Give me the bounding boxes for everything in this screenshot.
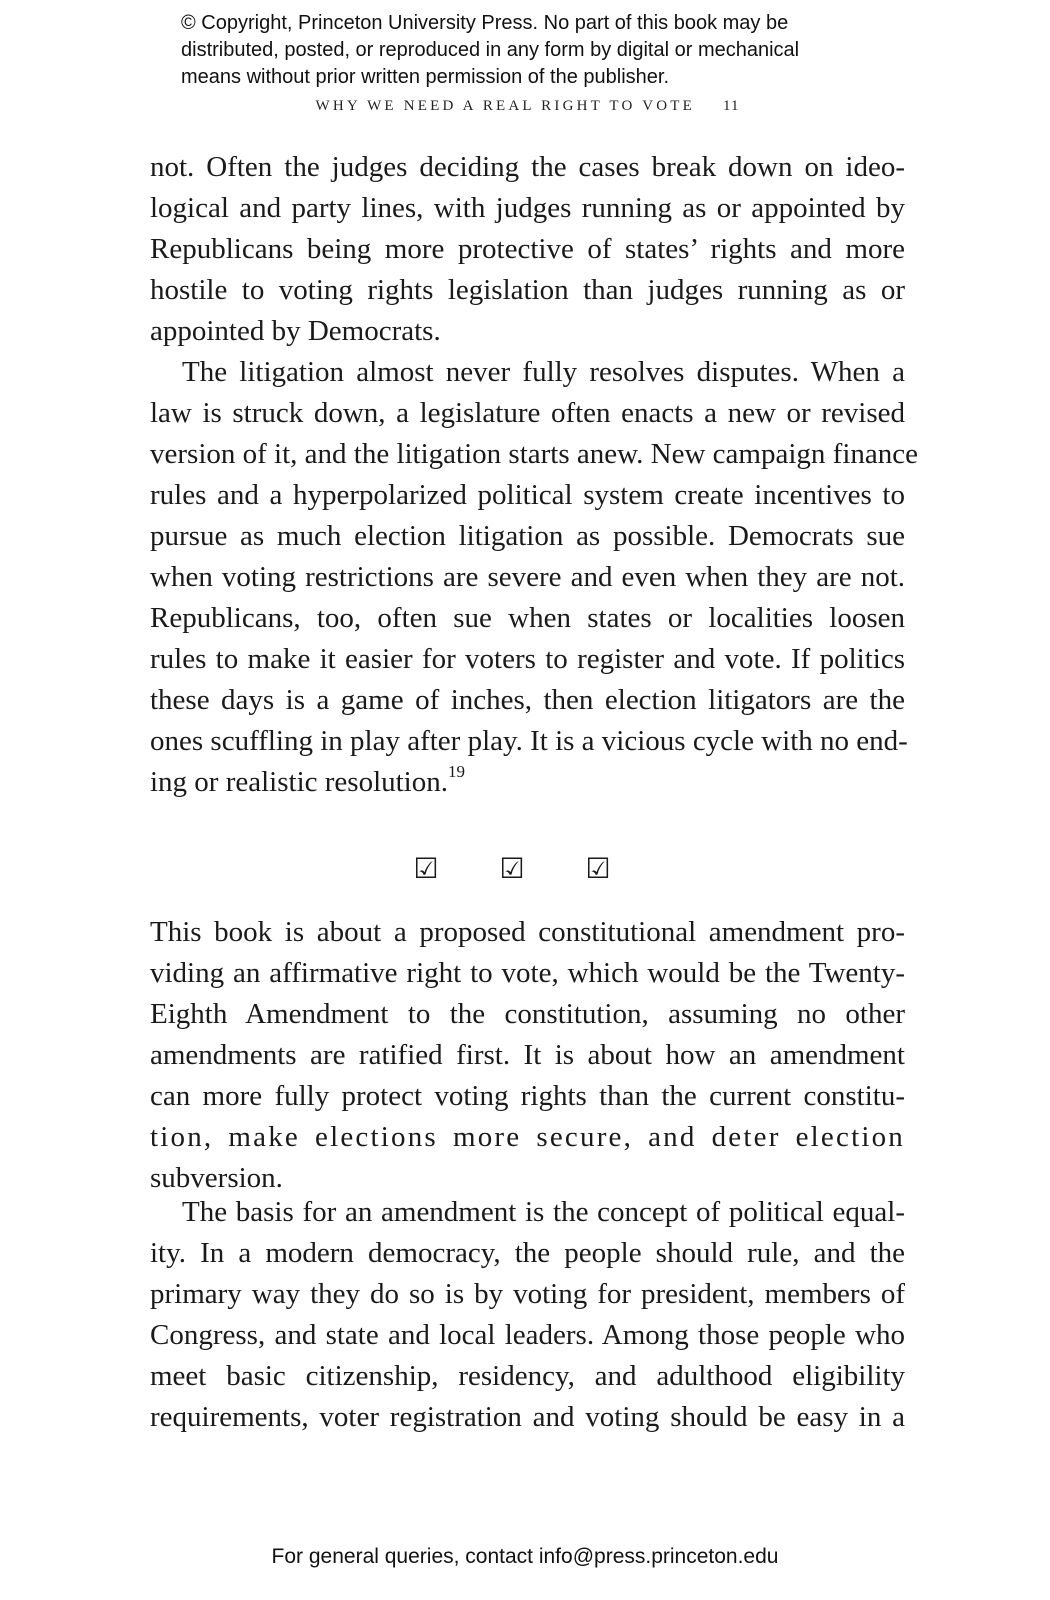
text-line-with-footnote bbox=[150, 762, 905, 803]
text-line: The basis for an amendment is the concept of political equal- bbox=[182, 1196, 905, 1228]
text-line: when voting restrictions are severe and even when they are not. bbox=[150, 561, 905, 593]
text-line: ity. In a modern democracy, the people should rule, and the bbox=[150, 1237, 905, 1269]
paragraph-litigation bbox=[150, 352, 918, 803]
text-line: law is struck down, a legislature often enacts a new or revised bbox=[150, 397, 905, 429]
text-line: ing or realistic resolution. bbox=[150, 766, 448, 798]
running-head bbox=[150, 98, 905, 115]
text-line: rules to make it easier for voters to register and vote. If politics bbox=[150, 643, 905, 675]
paragraph-political-equality bbox=[150, 1192, 905, 1438]
text-line: requirements, voter registration and voting should be easy in a bbox=[150, 1401, 905, 1433]
text-line: not. Often the judges deciding the cases break down on ideo- bbox=[150, 151, 905, 183]
text-line: This book is about a proposed constitutional amendment pro- bbox=[150, 916, 905, 948]
copyright-line: means without prior written permission of the publisher. bbox=[181, 66, 670, 88]
text-line: subversion. bbox=[150, 1162, 283, 1194]
text-line: Eighth Amendment to the constitution, assuming no other bbox=[150, 998, 905, 1030]
running-head-title: WHY WE NEED A REAL RIGHT TO VOTE bbox=[315, 98, 695, 114]
text-line: rules and a hyperpolarized political system create incentives to bbox=[150, 479, 905, 511]
text-line: these days is a game of inches, then election litigators are the bbox=[150, 684, 905, 716]
section-break-ornament: ☑ ☑ ☑ bbox=[413, 852, 637, 885]
text-line: The litigation almost never fully resolves disputes. When a bbox=[182, 356, 905, 388]
copyright-notice bbox=[181, 10, 921, 91]
text-line: can more fully protect voting rights than the current constitu- bbox=[150, 1080, 905, 1112]
text-line: tion, make elections more secure, and deter election bbox=[150, 1121, 905, 1153]
footnote-reference[interactable]: 19 bbox=[448, 762, 465, 781]
copyright-line: © Copyright, Princeton University Press. No part of this book may be bbox=[181, 12, 789, 34]
paragraph-book-purpose bbox=[150, 912, 905, 1199]
text-line: ones scuffling in play after play. It is a vicious cycle with no end- bbox=[150, 725, 908, 757]
copyright-line: distributed, posted, or reproduced in any form by digital or mechanical bbox=[181, 39, 800, 61]
text-line: appointed by Democrats. bbox=[150, 315, 441, 347]
text-line: hostile to voting rights legislation than judges running as or bbox=[150, 274, 905, 306]
footer-contact: For general queries, contact info@press.princeton.edu bbox=[271, 1545, 779, 1568]
text-line: version of it, and the litigation starts anew. New campaign finance bbox=[150, 438, 918, 470]
text-line: Congress, and state and local leaders. Among those people who bbox=[150, 1319, 905, 1351]
text-line: amendments are ratified first. It is about how an amendment bbox=[150, 1039, 905, 1071]
paragraph-continuation bbox=[150, 147, 905, 352]
text-line: meet basic citizenship, residency, and adulthood eligibility bbox=[150, 1360, 905, 1392]
page-number: 11 bbox=[723, 98, 740, 114]
text-line: Republicans, too, often sue when states or localities loosen bbox=[150, 602, 905, 634]
text-line: viding an affirmative right to vote, which would be the Twenty- bbox=[150, 957, 905, 989]
text-line: logical and party lines, with judges running as or appointed by bbox=[150, 192, 905, 224]
text-line: primary way they do so is by voting for president, members of bbox=[150, 1278, 905, 1310]
text-line: Republicans being more protective of states’ rights and more bbox=[150, 233, 905, 265]
text-line: pursue as much election litigation as possible. Democrats sue bbox=[150, 520, 905, 552]
